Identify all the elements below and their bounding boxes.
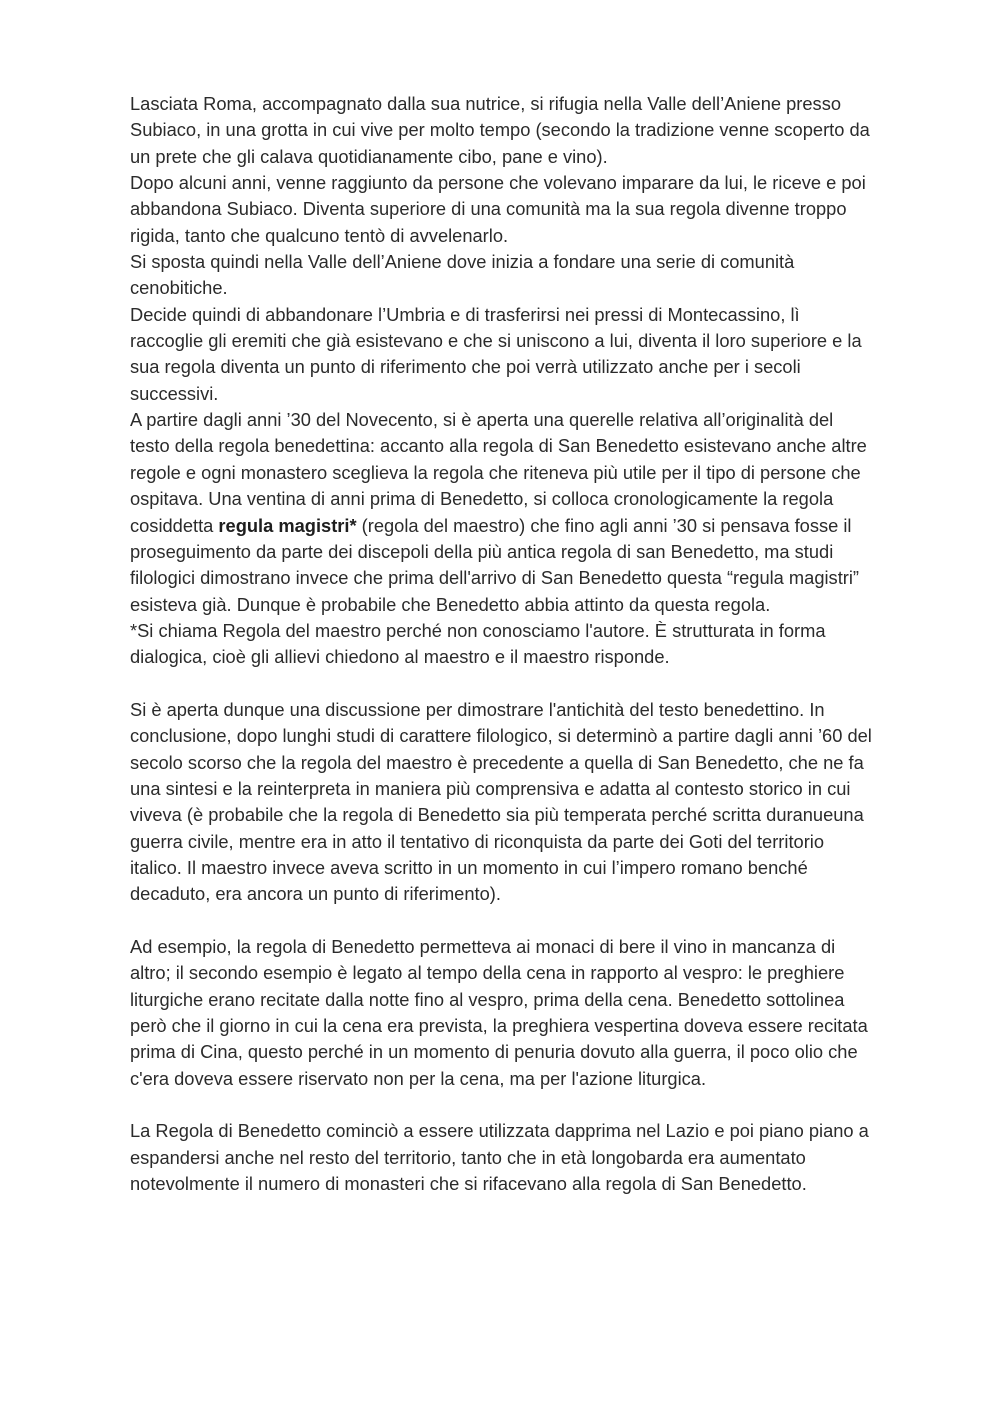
paragraph-diffusion: La Regola di Benedetto cominciò a essere utilizzata dapprima nel Lazio e poi piano piano a espandersi anche nel resto del territorio, tanto che in età longobarda era aumentato notevolmente il numero di monasteri che si rifacevano alla regola di San Benedetto. — [130, 1120, 869, 1195]
querelle-text-after: (regola del maestro) che fino agli anni ’30 si pensava fosse il proseguimento da parte dei discepoli della più antica regola di san Benedetto, ma studi filologici dimostrano invece che prima dell'arrivo di San Benedetto questa “regula magistri” esisteva già. Dunque è probabile che Benedetto abbia attinto da questa regola. — [130, 514, 860, 615]
paragraph-spacer — [130, 908, 875, 934]
paragraph-montecassino: Decide quindi di abbandonare l’Umbria e di trasferirsi nei pressi di Montecassino, lì raccoglie gli eremiti che già esistevano e che si uniscono a lui, diventa il loro superiore e la sua regola diventa un punto di riferimento che poi verrà utilizzato anche per i secoli successivi. — [130, 303, 862, 404]
paragraph-footnote: *Si chiama Regola del maestro perché non conosciamo l'autore. È strutturata in forma dialogica, cioè gli allievi chiedono al maestro e il maestro risponde. — [130, 619, 826, 668]
paragraph-spacer — [130, 671, 875, 697]
paragraph-examples: Ad esempio, la regola di Benedetto permetteva ai monaci di bere il vino in mancanza di altro; il secondo esempio è legato al tempo della cena in rapporto al vespro: le preghiere liturgiche erano recitate dalla notte fino al vespro, prima della cena. Benedetto sottolinea però che il giorno in cui la cena era prevista, la preghiera vespertina doveva essere recitata prima di Cina, questo perché in un momento di penuria dovuto alla guerra, il poco olio che c'era doveva essere riservato non per la cena, ma per l'azione liturgica. — [130, 936, 868, 1089]
paragraph-discussion: Si è aperta dunque una discussione per dimostrare l'antichità del testo benedettino. In conclusione, dopo lunghi studi di carattere filologico, si determinò a partire dagli anni ’60 del secolo scorso che la regola del maestro è precedente a quella di San Benedetto, che ne fa una sintesi e la reinterpreta in maniera più comprensiva e adatta al contesto storico in cui viveva (è probabile che la regola di Benedetto sia più temperata perché scritta duranueuna guerra civile, mentre era in atto il tentativo di riconquista da parte dei Goti del territorio italico. Il maestro invece aveva scritto in un momento in cui l’impero romano benché decaduto, era ancora un punto di riferimento). — [130, 698, 872, 905]
paragraph-aniene: Si sposta quindi nella Valle dell’Aniene dove inizia a fondare una serie di comunità cenobitiche. — [130, 251, 795, 299]
regula-magistri-term: regula magistri* — [218, 514, 357, 536]
paragraph-querelle — [130, 407, 875, 618]
querelle-text-before: A partire dagli anni ’30 del Novecento, si è aperta una querelle relativa all’originalità del testo della regola benedettina: accanto alla regola di San Benedetto esistevano anche altre regole e ogni monastero sceglieva la regola che riteneva più utile per il tipo di persone che ospitava. Una ventina di anni prima di Benedetto, si colloca cronologicamente la regola cosiddetta — [130, 409, 867, 536]
paragraph-spacer — [130, 1092, 875, 1118]
paragraph-subiaco: Lasciata Roma, accompagnato dalla sua nutrice, si rifugia nella Valle dell’Aniene presso Subiaco, in una grotta in cui vive per molto tempo (secondo la tradizione venne scoperto da un prete che gli calava quotidianamente cibo, pane e vino). — [130, 93, 870, 167]
document-page — [130, 91, 875, 1197]
paragraph-disciples: Dopo alcuni anni, venne raggiunto da persone che volevano imparare da lui, le riceve e poi abbandona Subiaco. Diventa superiore di una comunità ma la sua regola divenne troppo rigida, tanto che qualcuno tentò di avvelenarlo. — [130, 172, 866, 246]
